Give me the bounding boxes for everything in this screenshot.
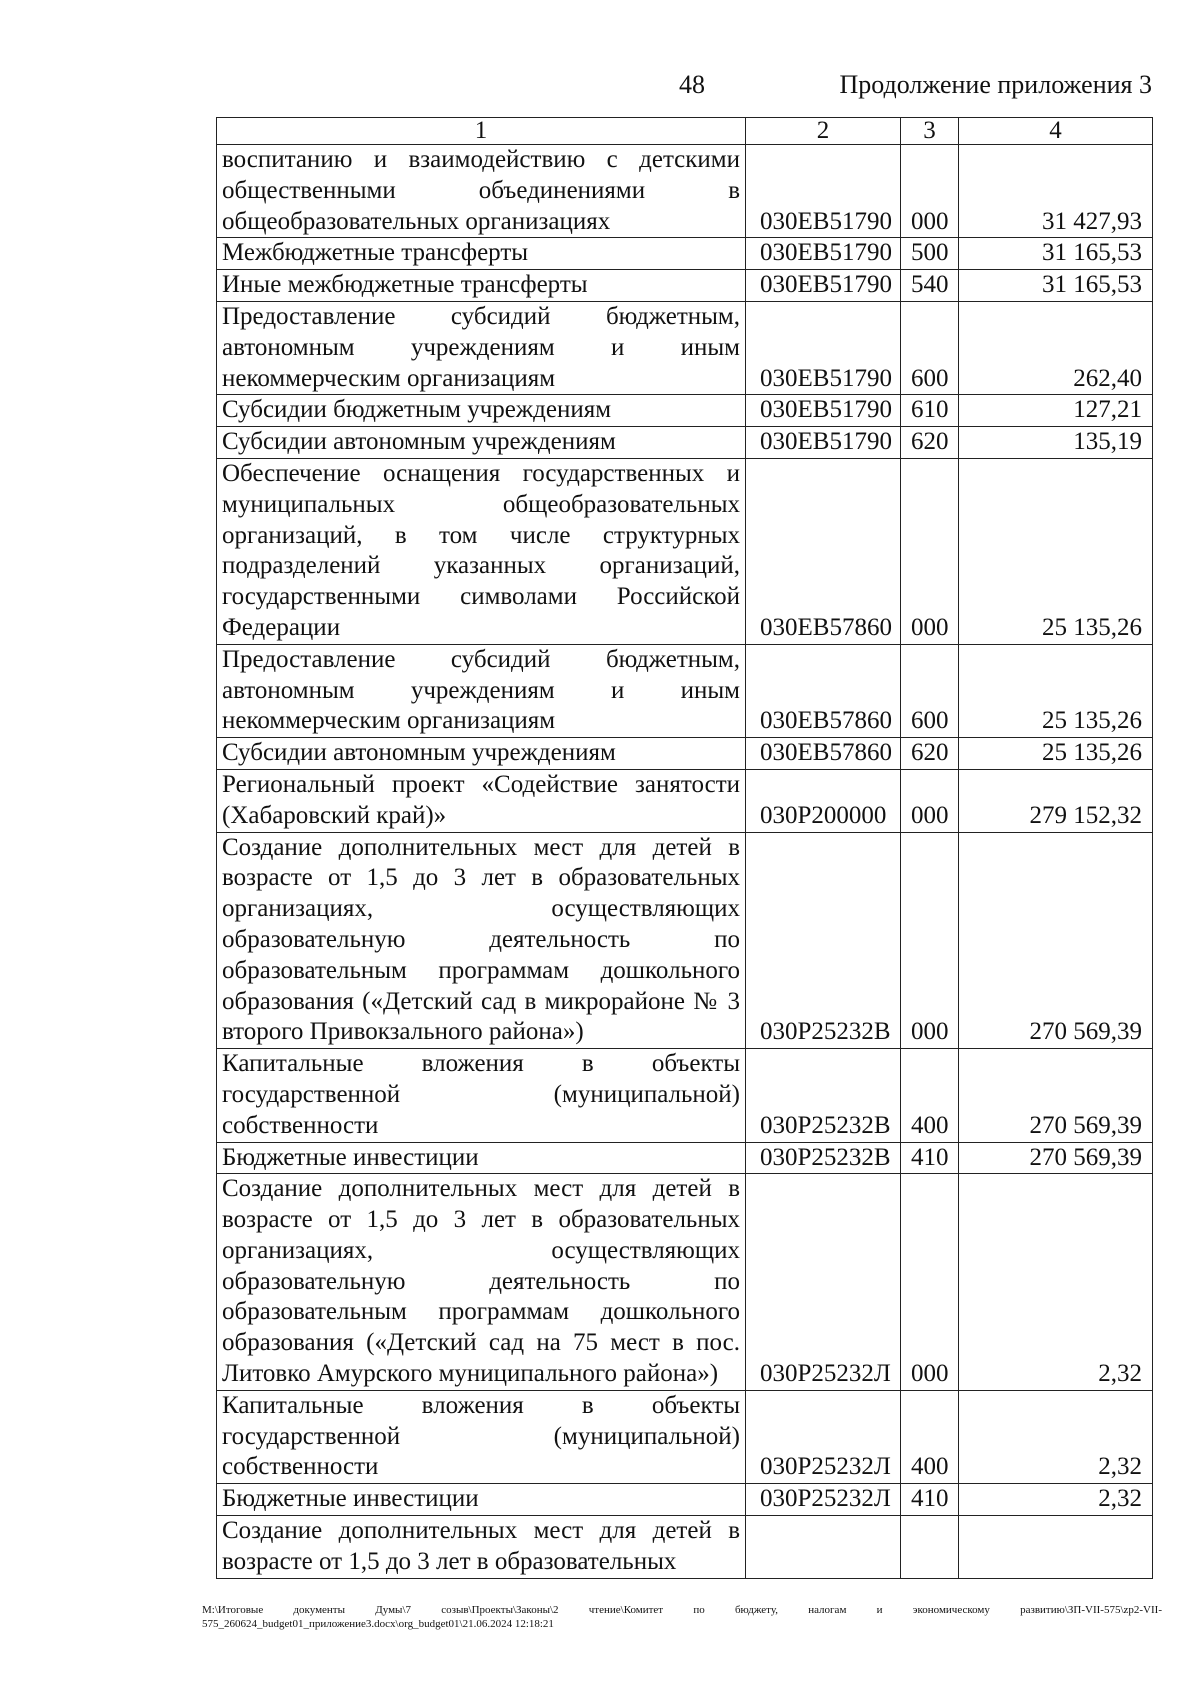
- target-article-code-cell: 030Р25232В: [746, 1142, 901, 1174]
- target-article-code-cell: 030ЕВ57860: [746, 458, 901, 644]
- row-name-cell: Иные межбюджетные трансферты: [217, 270, 746, 302]
- row-name-cell: воспитанию и взаимодействию с детскими общественными объединениями в общеобразовательных организациях: [217, 145, 746, 238]
- table-row: [217, 301, 1153, 394]
- row-name-cell: Субсидии автономным учреждениям: [217, 427, 746, 459]
- table-body: [217, 118, 1153, 1579]
- row-name-cell: Межбюджетные трансферты: [217, 238, 746, 270]
- table-row: [217, 395, 1153, 427]
- table-row: [217, 1049, 1153, 1142]
- amount-cell: 135,19: [959, 427, 1153, 459]
- target-article-code-cell: 030Р25232Л: [746, 1390, 901, 1483]
- column-number-1: 1: [217, 118, 746, 145]
- table-row: [217, 1484, 1153, 1516]
- target-article-code-cell: 030ЕВ51790: [746, 238, 901, 270]
- table-row: [217, 738, 1153, 770]
- target-article-code-cell: 030ЕВ57860: [746, 644, 901, 737]
- expense-type-cell: 620: [901, 427, 959, 459]
- amount-cell: 270 569,39: [959, 1049, 1153, 1142]
- expense-type-cell: 620: [901, 738, 959, 770]
- amount-cell: 25 135,26: [959, 458, 1153, 644]
- expense-type-cell: 400: [901, 1049, 959, 1142]
- table-row: [217, 238, 1153, 270]
- column-number-3: 3: [901, 118, 959, 145]
- row-name-cell: Создание дополнительных мест для детей в возрасте от 1,5 до 3 лет в образовательных организациях, осуществляющих образовательную деятельность по образовательным программам дошкольного образования («Детский сад на 75 мест в пос. Литовко Амурского муниципального района»): [217, 1174, 746, 1391]
- amount-cell: 270 569,39: [959, 832, 1153, 1049]
- amount-cell: 262,40: [959, 301, 1153, 394]
- target-article-code-cell: 030ЕВ51790: [746, 395, 901, 427]
- expense-type-cell: 000: [901, 832, 959, 1049]
- expense-type-cell: [901, 1516, 959, 1579]
- amount-cell: 25 135,26: [959, 644, 1153, 737]
- target-article-code-cell: [746, 1516, 901, 1579]
- expense-type-cell: 000: [901, 1174, 959, 1391]
- amount-cell: 2,32: [959, 1174, 1153, 1391]
- row-name-cell: Региональный проект «Содействие занятости (Хабаровский край)»: [217, 769, 746, 832]
- row-name-cell: Предоставление субсидий бюджетным, автономным учреждениям и иным некоммерческим организациям: [217, 644, 746, 737]
- target-article-code-cell: 030Р200000: [746, 769, 901, 832]
- expense-type-cell: 540: [901, 270, 959, 302]
- amount-cell: 270 569,39: [959, 1142, 1153, 1174]
- row-name-cell: Капитальные вложения в объекты государственной (муниципальной) собственности: [217, 1049, 746, 1142]
- amount-cell: 31 427,93: [959, 145, 1153, 238]
- target-article-code-cell: 030ЕВ57860: [746, 738, 901, 770]
- document-file-path: M:\Итоговые документы Думы\7 созыв\Проекты\Законы\2 чтение\Комитет по бюджету, налогам и экономическому развитию\ЗП-VII-575\zp2-VII-575_260624_budget01_приложение3.docx\org_budget01\21.06.2024 12:18:21: [202, 1604, 1162, 1630]
- row-name-cell: Создание дополнительных мест для детей в возрасте от 1,5 до 3 лет в образовательных: [217, 1516, 746, 1579]
- table-row: [217, 1516, 1153, 1579]
- row-name-cell: Предоставление субсидий бюджетным, автономным учреждениям и иным некоммерческим организациям: [217, 301, 746, 394]
- table-row: [217, 644, 1153, 737]
- row-name-cell: Субсидии автономным учреждениям: [217, 738, 746, 770]
- expense-type-cell: 400: [901, 1390, 959, 1483]
- expense-type-cell: 410: [901, 1142, 959, 1174]
- amount-cell: 31 165,53: [959, 238, 1153, 270]
- target-article-code-cell: 030Р25232Л: [746, 1484, 901, 1516]
- column-number-2: 2: [746, 118, 901, 145]
- target-article-code-cell: 030ЕВ51790: [746, 427, 901, 459]
- amount-cell: 31 165,53: [959, 270, 1153, 302]
- amount-cell: 2,32: [959, 1390, 1153, 1483]
- expense-type-cell: 500: [901, 238, 959, 270]
- column-number-4: 4: [959, 118, 1153, 145]
- table-row: [217, 145, 1153, 238]
- target-article-code-cell: 030Р25232Л: [746, 1174, 901, 1391]
- table-row: [217, 458, 1153, 644]
- amount-cell: 2,32: [959, 1484, 1153, 1516]
- expense-type-cell: 600: [901, 301, 959, 394]
- table-row: [217, 769, 1153, 832]
- amount-cell: 279 152,32: [959, 769, 1153, 832]
- expense-type-cell: 000: [901, 145, 959, 238]
- row-name-cell: Создание дополнительных мест для детей в возрасте от 1,5 до 3 лет в образовательных организациях, осуществляющих образовательную деятельность по образовательным программам дошкольного образования («Детский сад в микрорайоне № 3 второго Привокзального района»): [217, 832, 746, 1049]
- target-article-code-cell: 030ЕВ51790: [746, 301, 901, 394]
- expense-type-cell: 000: [901, 769, 959, 832]
- amount-cell: 127,21: [959, 395, 1153, 427]
- row-name-cell: Бюджетные инвестиции: [217, 1484, 746, 1516]
- table-row: [217, 1142, 1153, 1174]
- appendix-continuation-title: Продолжение приложения 3: [839, 70, 1152, 99]
- table-row: [217, 1174, 1153, 1391]
- page-number: 48: [679, 70, 705, 99]
- expense-type-cell: 000: [901, 458, 959, 644]
- expense-type-cell: 600: [901, 644, 959, 737]
- target-article-code-cell: 030ЕВ51790: [746, 145, 901, 238]
- row-name-cell: Капитальные вложения в объекты государственной (муниципальной) собственности: [217, 1390, 746, 1483]
- amount-cell: 25 135,26: [959, 738, 1153, 770]
- row-name-cell: Бюджетные инвестиции: [217, 1142, 746, 1174]
- table-row: [217, 1390, 1153, 1483]
- amount-cell: [959, 1516, 1153, 1579]
- target-article-code-cell: 030Р25232В: [746, 1049, 901, 1142]
- table-row: [217, 427, 1153, 459]
- row-name-cell: Обеспечение оснащения государственных и муниципальных общеобразовательных организаций, в том числе структурных подразделений указанных организаций, государственными символами Российской Федерации: [217, 458, 746, 644]
- expense-type-cell: 410: [901, 1484, 959, 1516]
- expense-type-cell: 610: [901, 395, 959, 427]
- target-article-code-cell: 030ЕВ51790: [746, 270, 901, 302]
- column-number-row: [217, 118, 1153, 145]
- budget-table: [216, 117, 1153, 1579]
- row-name-cell: Субсидии бюджетным учреждениям: [217, 395, 746, 427]
- target-article-code-cell: 030Р25232В: [746, 832, 901, 1049]
- table-row: [217, 270, 1153, 302]
- table-row: [217, 832, 1153, 1049]
